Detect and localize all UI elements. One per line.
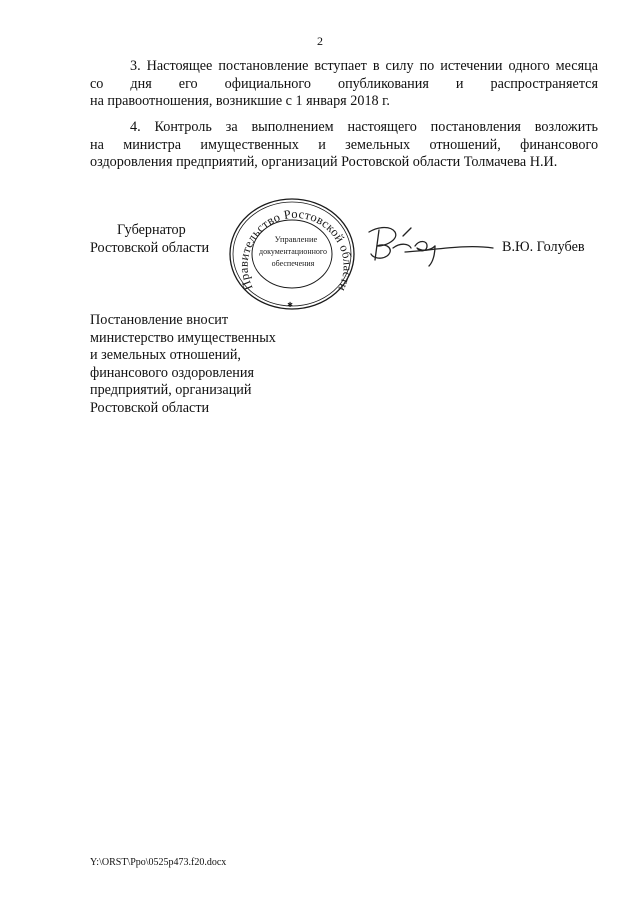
paragraph-3-line-1: 3. Настоящее постановление вступает в силу по истечении одного месяца <box>130 58 598 74</box>
submitter-line-3: и земельных отношений, <box>90 347 241 363</box>
submitter-line-6: Ростовской области <box>90 399 210 416</box>
paragraph-4-line-2: на министра имущественных и земельных отношений, финансового <box>90 136 599 153</box>
seal-ring-text: Правительство Ростовской области <box>236 206 355 294</box>
signatory-title-line-2: Ростовской области <box>90 240 210 256</box>
seal-center-line-1: Управление <box>274 234 318 244</box>
paragraph-4 <box>90 119 598 172</box>
submitter-block <box>90 312 276 417</box>
submitter-line-1: Постановление вносит <box>90 312 229 328</box>
seal-center-line-2: документационного <box>259 247 327 256</box>
paragraph-3-line-2: со дня его официального опубликования и распространяется <box>90 75 599 92</box>
submitter-line-5: предприятий, организаций <box>90 382 252 398</box>
paragraph-4-line-3: оздоровления предприятий, организаций Ростовской области Толмачева Н.И. <box>90 154 558 170</box>
paragraph-3 <box>90 58 598 111</box>
page-number: 2 <box>317 34 323 48</box>
seal-center-line-3: обеспечения <box>271 259 315 268</box>
signatory-name: В.Ю. Голубев <box>502 239 585 255</box>
submitter-line-4: финансового оздоровления <box>90 364 255 381</box>
paragraph-4-line-1: 4. Контроль за выполнением настоящего постановления возложить <box>130 119 598 135</box>
file-path: Y:\ORST\Ppo\0525p473.f20.docx <box>90 857 227 868</box>
seal-star-icon: ✱ <box>287 301 293 309</box>
signatory-title-line-1: Губернатор <box>117 222 186 238</box>
paragraph-3-line-3: на правоотношения, возникшие с 1 января 2018 г. <box>90 93 390 109</box>
signatory-title <box>90 221 209 257</box>
submitter-line-2: министерство имущественных <box>90 329 276 346</box>
official-seal <box>226 196 358 312</box>
governor-signature <box>365 222 495 268</box>
